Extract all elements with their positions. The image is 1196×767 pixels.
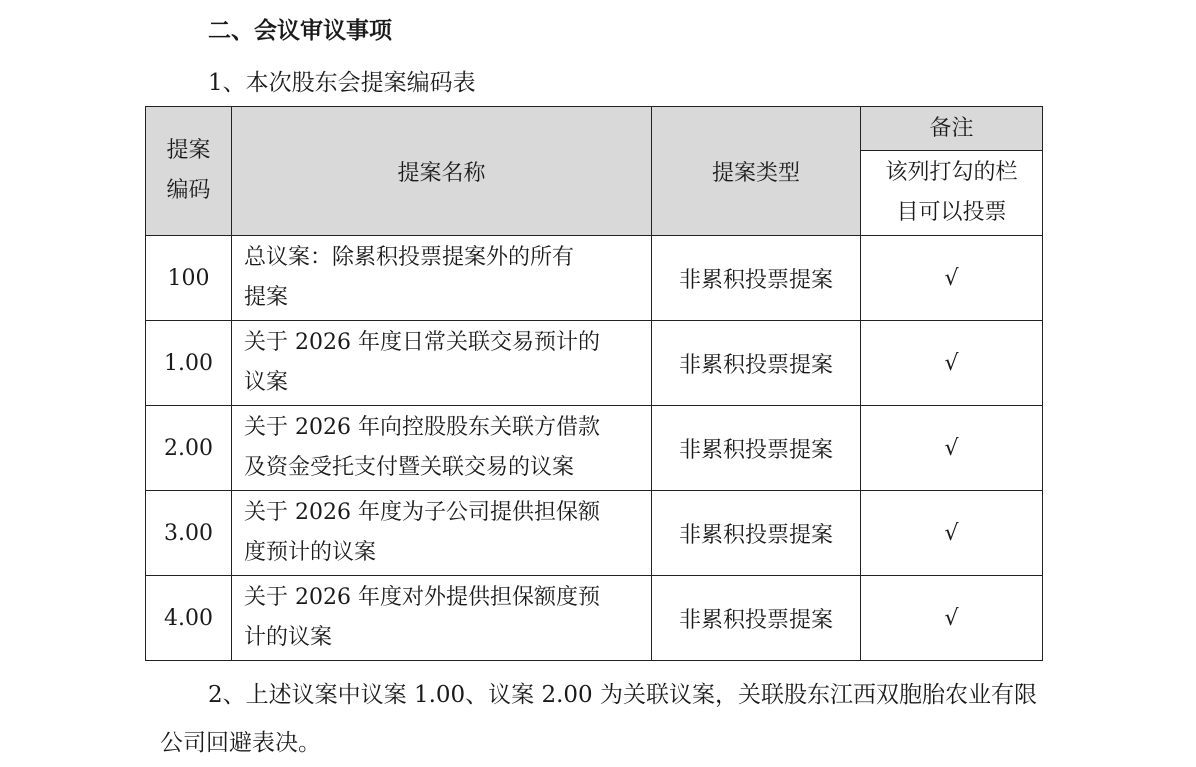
header-note-sub-line2: 目可以投票: [896, 200, 1007, 225]
section-heading: 二、会议审议事项: [208, 17, 392, 44]
proposal-code-table: [145, 106, 1043, 661]
header-note-sub-line1: 该列打勾的栏: [885, 160, 1018, 185]
proposal-name-line2: 及资金受托支付暨关联交易的议案: [244, 455, 575, 480]
header-code-line2: 编码: [166, 178, 211, 203]
proposal-name-line2: 计的议案: [244, 625, 333, 650]
table-caption: 1、本次股东会提案编码表: [208, 70, 476, 96]
table-row: [146, 491, 1043, 576]
vote-checkmark: √: [861, 236, 1043, 321]
proposal-name: [232, 491, 652, 576]
proposal-name: [232, 406, 652, 491]
header-proposal-code: [146, 107, 232, 236]
proposal-name-line1: 总议案：除累积投票提案外的所有: [244, 245, 575, 270]
header-note: 备注: [861, 107, 1043, 151]
proposal-name-line1: 关于 2026 年度对外提供担保额度预: [244, 585, 600, 610]
proposal-code: 4.00: [146, 576, 232, 661]
proposal-name-line2: 提案: [244, 285, 289, 310]
proposal-name: [232, 576, 652, 661]
proposal-name-line1: 关于 2026 年度为子公司提供担保额: [244, 500, 600, 525]
proposal-type: 非累积投票提案: [652, 576, 861, 661]
proposal-code: 1.00: [146, 321, 232, 406]
proposal-type: 非累积投票提案: [652, 406, 861, 491]
proposal-type: 非累积投票提案: [652, 236, 861, 321]
proposal-code: 3.00: [146, 491, 232, 576]
proposal-type: 非累积投票提案: [652, 321, 861, 406]
table-row: [146, 406, 1043, 491]
proposal-name-line2: 度预计的议案: [244, 540, 377, 565]
header-proposal-type: 提案类型: [652, 107, 861, 236]
table-row: [146, 321, 1043, 406]
header-proposal-name: 提案名称: [232, 107, 652, 236]
proposal-name-line2: 议案: [244, 370, 289, 395]
vote-checkmark: √: [861, 576, 1043, 661]
proposal-name: [232, 236, 652, 321]
proposal-name-line1: 关于 2026 年度日常关联交易预计的: [244, 330, 600, 355]
related-proposal-note: 2、上述议案中议案 1.00、议案 2.00 为关联议案，关联股东江西双胞胎农业有限公司回避表决。: [160, 682, 1037, 756]
header-note-sub: [861, 151, 1043, 236]
vote-checkmark: √: [861, 321, 1043, 406]
table-row: [146, 576, 1043, 661]
vote-checkmark: √: [861, 491, 1043, 576]
vote-checkmark: √: [861, 406, 1043, 491]
proposal-code: 2.00: [146, 406, 232, 491]
table-row: [146, 236, 1043, 321]
proposal-code: 100: [146, 236, 232, 321]
proposal-name: [232, 321, 652, 406]
proposal-type: 非累积投票提案: [652, 491, 861, 576]
header-code-line1: 提案: [166, 138, 211, 163]
proposal-name-line1: 关于 2026 年向控股股东关联方借款: [244, 415, 600, 440]
